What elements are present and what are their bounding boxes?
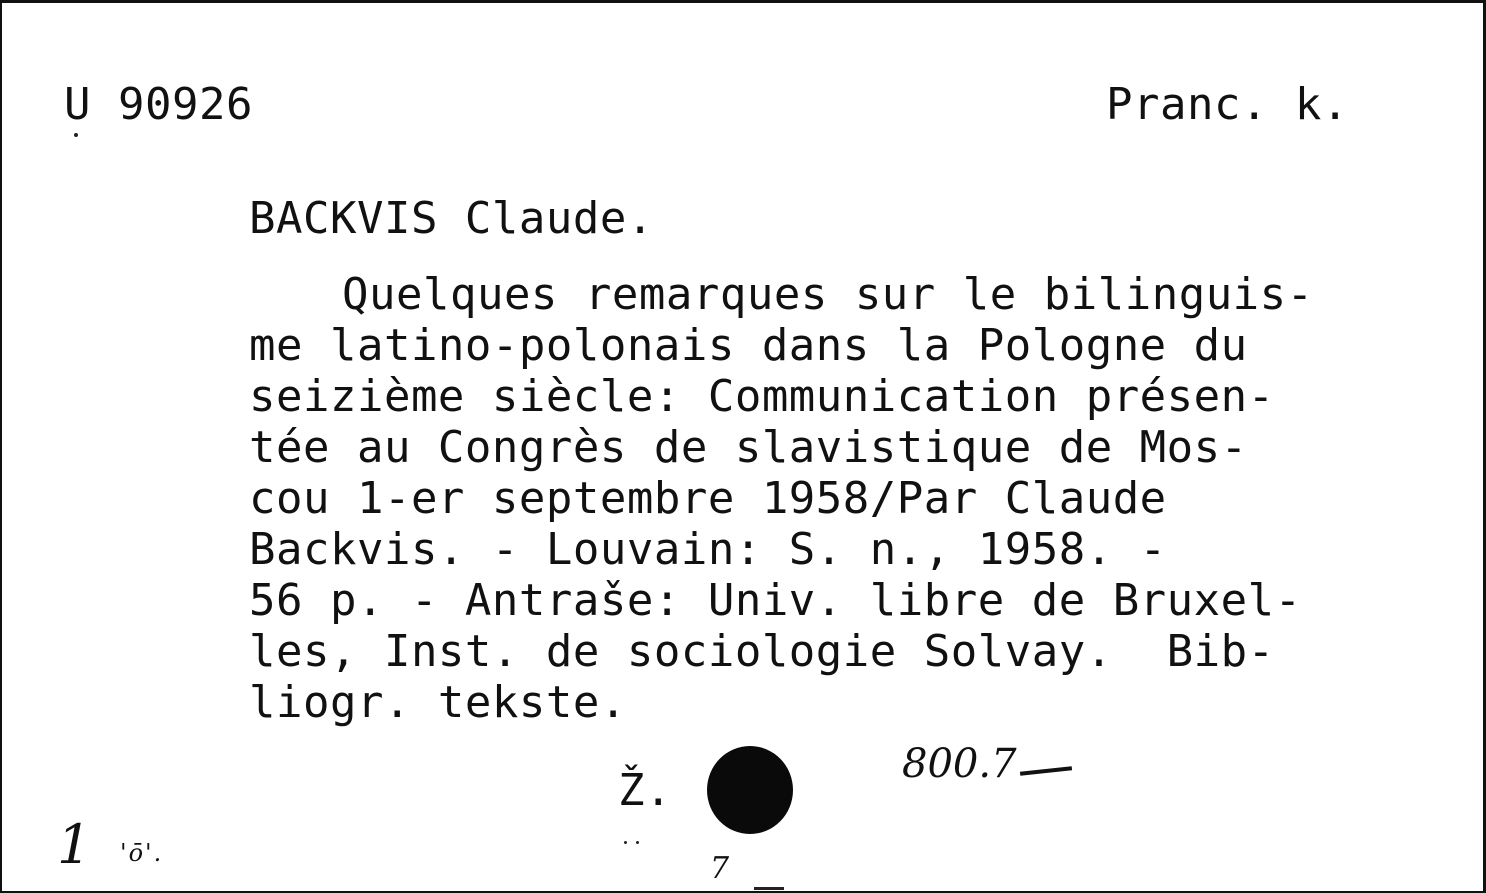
description-line: tée au Congrès de slavistique de Mos- [249,422,1248,473]
bottom-line [754,887,784,890]
description-line: Quelques remarques sur le bilinguis- [342,269,1314,320]
margin-dot [624,841,627,844]
description-line: cou 1-er septembre 1958/Par Claude [249,473,1167,524]
author-heading: BACKVIS Claude. [249,193,654,244]
description-line: les, Inst. de sociologie Solvay. Bib- [249,626,1275,677]
handwritten-corner-mark: 1 [57,813,92,876]
handwritten-bottom-mark: 7 [710,851,730,886]
classification-code: Pranc. k. [1106,79,1349,130]
call-number: U 90926 [64,79,253,130]
handwritten-number: 800.7 [902,741,1017,787]
punch-hole [707,746,793,834]
description-line: seizième siècle: Communication présen- [249,371,1275,422]
mark-letter: Ž. [618,765,672,816]
description-line: Backvis. - Louvain: S. n., 1958. - [249,524,1167,575]
description-line: liogr. tekste. [249,677,627,728]
description-line: me latino-polonais dans la Pologne du [249,320,1248,371]
margin-dot [74,133,78,137]
handwritten-corner-note: 'ō'. [120,839,164,867]
description-line: 56 p. - Antraše: Univ. libre de Bruxel- [249,575,1302,626]
handwritten-strike [1020,766,1072,775]
margin-dot [636,841,639,844]
